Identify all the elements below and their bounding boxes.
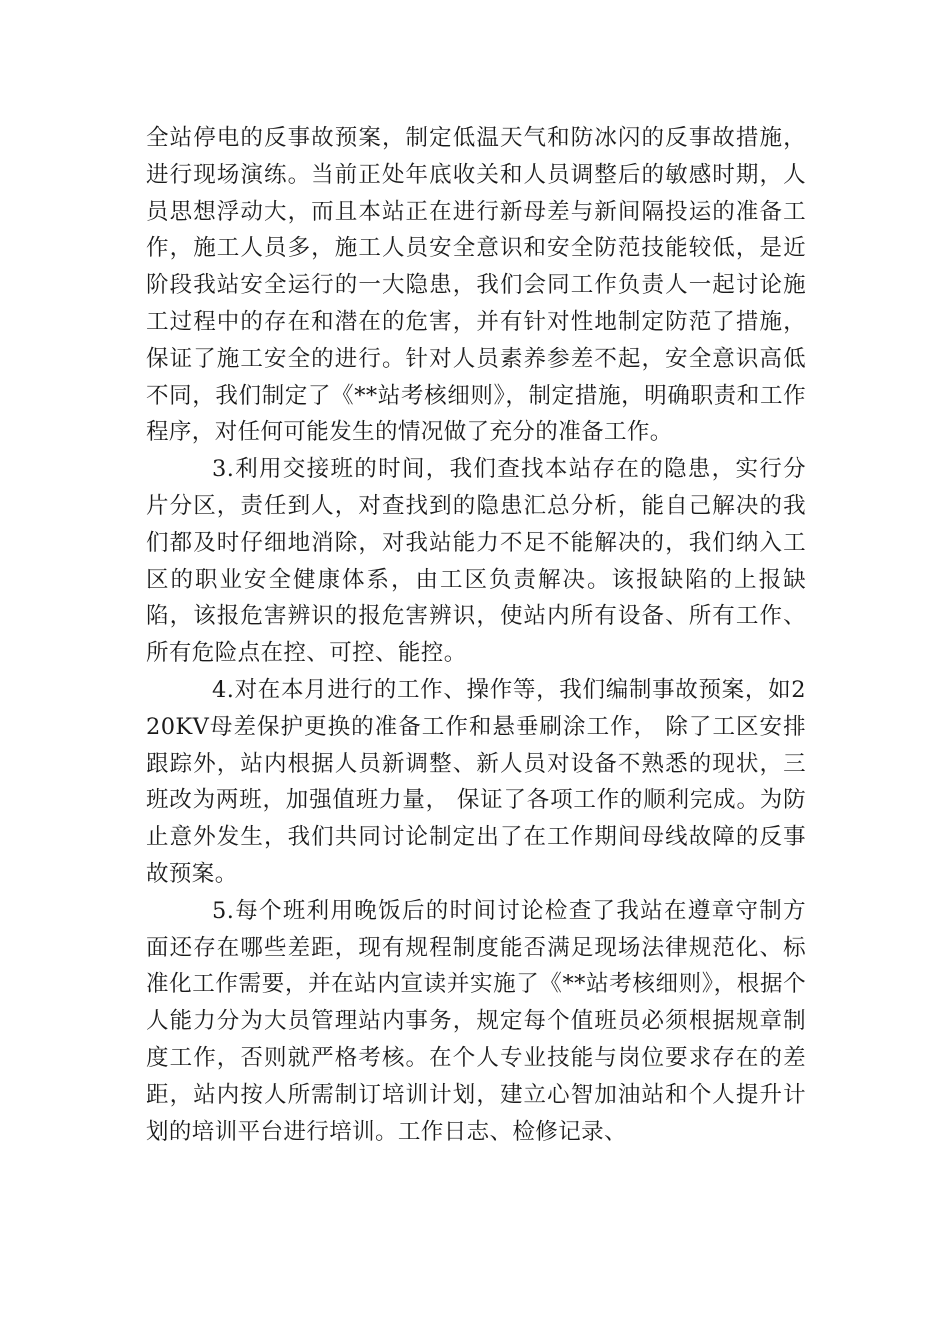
document-body [146, 120, 806, 1150]
paragraph-item-5: 5.每个班利用晚饭后的时间讨论检查了我站在遵章守制方面还存在哪些差距，现有规程制度能否满足现场法律规范化、标准化工作需要，并在站内宣读并实施了《**站考核细则》，根据个人能力分为大员管理站内事务，规定每个值班员必须根据规章制度工作，否则就严格考核。在个人专业技能与岗位要求存在的差距，站内按人所需制订培训计划，建立心智加油站和个人提升计划的培训平台进行培训。工作日志、检修记录、 [146, 897, 806, 1145]
paragraph-item-4: 4.对在本月进行的工作、操作等，我们编制事故预案，如220KV母差保护更换的准备工作和悬垂刷涂工作， 除了工区安排跟踪外，站内根据人员新调整、新人员对设备不熟悉的现状，三班改为两班，加强值班力量， 保证了各项工作的顺利完成。为防止意外发生，我们共同讨论制定出了在工作期间母线故障的反事故预案。 [146, 676, 806, 887]
paragraph-item-3: 3.利用交接班的时间，我们查找本站存在的隐患，实行分片分区，责任到人，对查找到的隐患汇总分析，能自己解决的我们都及时仔细地消除，对我站能力不足不能解决的，我们纳入工区的职业安全健康体系，由工区负责解决。该报缺陷的上报缺陷，该报危害辨识的报危害辨识，使站内所有设备、所有工作、所有危险点在控、可控、能控。 [146, 456, 806, 667]
paragraph-continuation: 全站停电的反事故预案，制定低温天气和防冰闪的反事故措施，进行现场演练。当前正处年底收关和人员调整后的敏感时期，人员思想浮动大，而且本站正在进行新母差与新间隔投运的准备工作，施工人员多，施工人员安全意识和安全防范技能较低，是近阶段我站安全运行的一大隐患，我们会同工作负责人一起讨论施工过程中的存在和潜在的危害，并有针对性地制定防范了措施，保证了施工安全的进行。针对人员素养参差不起，安全意识高低不同，我们制定了《**站考核细则》，制定措施，明确职责和工作程序，对任何可能发生的情况做了充分的准备工作。 [146, 125, 806, 446]
